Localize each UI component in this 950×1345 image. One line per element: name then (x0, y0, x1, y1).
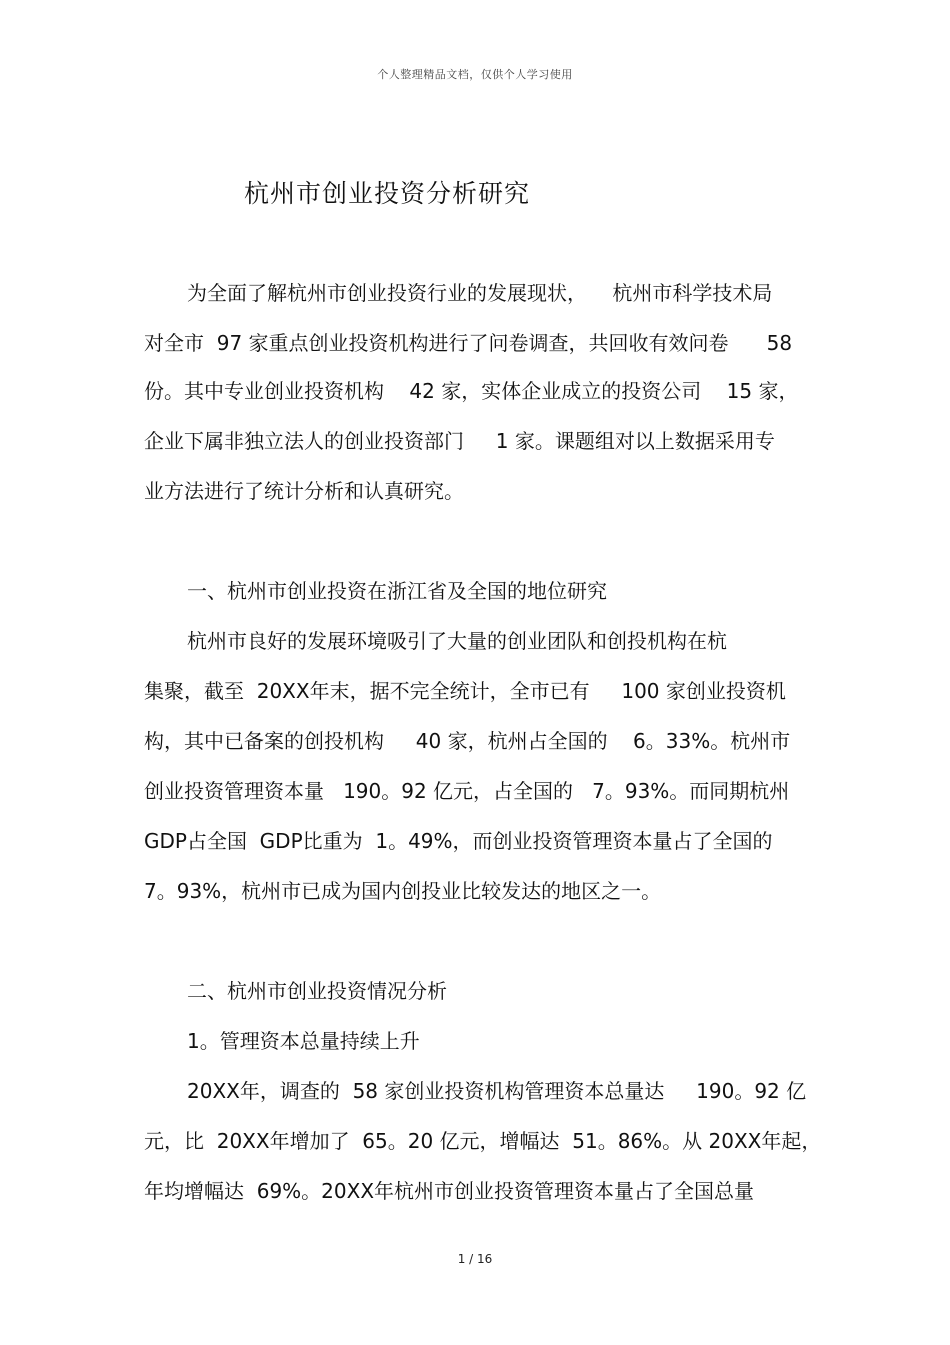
page-number: 1 / 16 (457, 1252, 493, 1266)
paragraph-line: 元，比 20XX年增加了 65。20 亿元，增幅达 51。86%。从 20XX年起， (144, 1129, 822, 1153)
paragraph-line: 份。其中专业创业投资机构 42 家，实体企业成立的投资公司 15 家， (144, 379, 799, 403)
paragraph-line: 对全市 97 家重点创业投资机构进行了问卷调查，共回收有效问卷 58 (144, 331, 793, 355)
paragraph-line: 业方法进行了统计分析和认真研究。 (144, 479, 464, 503)
paragraph-line: 年均增幅达 69%。20XX年杭州市创业投资管理资本量占了全国总量 (144, 1179, 755, 1203)
paragraph-line: 杭州市良好的发展环境吸引了大量的创业团队和创投机构在杭 (187, 629, 727, 653)
paragraph-line: 为全面了解杭州市创业投资行业的发展现状， 杭州市科学技术局 (187, 281, 773, 305)
paragraph-line: GDP占全国 GDP比重为 1。49%，而创业投资管理资本量占了全国的 (144, 829, 773, 853)
section-heading: 一、杭州市创业投资在浙江省及全国的地位研究 (187, 579, 607, 603)
paragraph-line: 集聚，截至 20XX年末，据不完全统计，全市已有 100 家创业投资机 (144, 679, 786, 703)
subsection-heading: 1。管理资本总量持续上升 (187, 1029, 420, 1053)
paragraph-line: 7。93%，杭州市已成为国内创投业比较发达的地区之一。 (144, 879, 662, 903)
paragraph-line: 20XX年，调查的 58 家创业投资机构管理资本总量达 190。92 亿 (187, 1079, 807, 1103)
paragraph-line: 企业下属非独立法人的创业投资部门 1 家。课题组对以上数据采用专 (144, 429, 775, 453)
page-header: 个人整理精品文档，仅供个人学习使用 (377, 68, 573, 81)
paragraph-line: 创业投资管理资本量 190。92 亿元，占全国的 7。93%。而同期杭州 (144, 779, 790, 803)
paragraph-line: 构，其中已备案的创投机构 40 家，杭州占全国的 6。33%。杭州市 (144, 729, 791, 753)
section-heading: 二、杭州市创业投资情况分析 (187, 979, 447, 1003)
document-title: 杭州市创业投资分析研究 (244, 179, 531, 208)
